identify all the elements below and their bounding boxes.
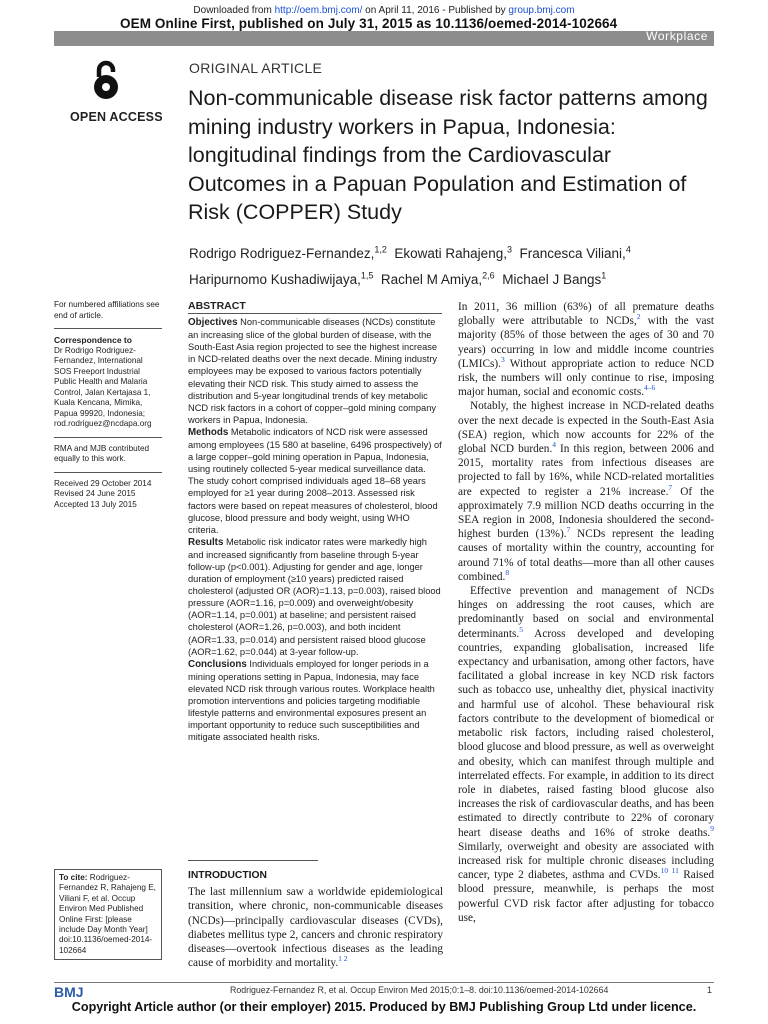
body-text bbox=[458, 300, 714, 925]
reference-link[interactable]: 2 bbox=[636, 312, 641, 322]
correspondence-body: Dr Rodrigo Rodriguez-Fernandez, International SOS Freeport Industrial Public Health and Malaria Control, Jalan Kertajasa 1, Kuala Kencana, Mimika, Papua 99920, Indonesia; rod.rodriguez@ncdapa.org bbox=[54, 345, 152, 428]
footer-divider bbox=[54, 982, 714, 983]
received-date: Received 29 October 2014 bbox=[54, 478, 152, 488]
abstract bbox=[188, 300, 442, 743]
correspondence bbox=[54, 335, 162, 430]
download-url-link[interactable]: http://oem.bmj.com/ bbox=[274, 5, 363, 16]
affiliations-note: For numbered affiliations see end of article. bbox=[54, 300, 160, 320]
reference-link[interactable]: 7 bbox=[566, 525, 571, 535]
abstract-results: Results Metabolic risk indicator rates were markedly high and increased significantly from baseline through 5-year follow-up (p<0.001). Adjusting for gender and age, longer duration of employment (≥10 years) predicted raised cholesterol (adjusted OR (AOR)=1.13, p=0.003), raised blood pressure (AOR=1.16, p=0.009) and overweight/obesity (AOR=1.14, p=0.001) at baseline; and persistent raised cholesterol (AOR=1.26, p=0.003), and both incident (AOR=1.33, p=0.014) and persistent raised blood glucose (AOR=1.62, p=0.044) at 3-year follow-up. bbox=[188, 536, 441, 657]
introduction bbox=[188, 868, 443, 970]
author: Rodrigo Rodriguez-Fernandez,$^{1,2}$ bbox=[189, 244, 387, 261]
author: Rachel M Amiya,$^{2,6}$ bbox=[380, 270, 495, 287]
author-list bbox=[189, 238, 709, 291]
article-title: Non-communicable disease risk factor patterns among mining industry workers in Papua, Indonesia: longitudinal findings from the Cardiovascular Outcomes in a Papuan Population and Estimation of Risk (COPPER) Study bbox=[188, 86, 708, 224]
citation-box bbox=[54, 869, 162, 960]
introduction-heading: INTRODUCTION bbox=[188, 870, 267, 881]
body-paragraph: Notably, the highest increase in NCD-related deaths over the next decade is expected in the South-East Asia (SEA) region, which now accounts for 22% of the global NCD burden.$^4$ In this region, between 2006 and 2015, mortality rates from infectious diseases are projected to fall by 16%, while NCD-related mortalities are expected to register a 21% increase.$^7$ Of the approximately 7.9 million NCD deaths occurring in the SEA region in 2008, Indonesia shouldered the second-highest burden (13%).$^7$ NCDs represent the leading causes of mortality within the country, accounting for around 71% of total deaths—more than all other causes combined.$^8$ bbox=[458, 400, 715, 583]
author: Michael J Bangs$^1$ bbox=[502, 270, 607, 287]
abstract-conclusions: Conclusions Individuals employed for longer periods in a mining operations setting in Papua, Indonesia, may face elevated NCD risk through various routes. Workplace health promotion interventions and policies targeting modifiable lifestyle patterns and environmental exposures present an important opportunity to reduce such susceptibilities and mitigate associated health risks. bbox=[188, 658, 435, 743]
sidebar bbox=[54, 300, 162, 510]
download-prefix: Downloaded from bbox=[193, 5, 272, 16]
reference-link[interactable]: 7 bbox=[668, 482, 673, 492]
open-access-label: OPEN ACCESS bbox=[70, 110, 163, 124]
online-first-banner: OEM Online First, published on July 31, 2015 as 10.1136/oemed-2014-102664 bbox=[120, 16, 618, 31]
reference-link[interactable]: 9 bbox=[710, 823, 714, 833]
author: Francesca Viliani,$^4$ bbox=[519, 244, 631, 261]
correspondence-heading: Correspondence to bbox=[54, 335, 132, 345]
author: Ekowati Rahajeng,$^3$ bbox=[394, 244, 512, 261]
author: Haripurnomo Kushadiwijaya,$^{1,5}$ bbox=[189, 270, 374, 287]
reference-link[interactable]: 1 2 bbox=[338, 954, 348, 964]
copyright-notice: Copyright Article author (or their employer) 2015. Produced by BMJ Publishing Group Ltd under licence. bbox=[71, 1000, 697, 1014]
reference-link[interactable]: 5 bbox=[519, 624, 523, 634]
download-middle: on April 11, 2016 - Published by bbox=[365, 5, 506, 16]
header-bar bbox=[54, 31, 714, 46]
reference-link[interactable]: 10 11 bbox=[660, 866, 679, 876]
body-paragraph: In 2011, 36 million (63%) of all premature deaths globally were attributable to NCDs,$^2$ with the vast majority (85% of those between the ages of 30 and 70 years) occurring in low and middle income countries (LMICs).$^3$ Without appropriate action to reduce NCD risk, the numbers will only continue to rise, imposing major human, social and economic costs.$^{4-6}$ bbox=[458, 301, 714, 399]
contribution-note: RMA and MJB contributed equally to this work. bbox=[54, 443, 150, 463]
accepted-date: Accepted 13 July 2015 bbox=[54, 499, 137, 509]
bmj-logo: BMJ bbox=[54, 984, 84, 1000]
reference-link[interactable]: 4–6 bbox=[644, 383, 656, 393]
download-notice bbox=[0, 5, 768, 16]
revised-date: Revised 24 June 2015 bbox=[54, 489, 136, 498]
reference-link[interactable]: 8 bbox=[505, 568, 510, 578]
reference-link[interactable]: 4 bbox=[552, 440, 557, 450]
abstract-methods: Methods Metabolic indicators of NCD risk were assessed among employees (15 580 at baseline, 6496 prospectively) of a large copper–gold mining operation in Papua, Indonesia, using routinely collected 5-year medical surveillance data. The study cohort comprised individuals aged 18–68 years employed for ≥1 year during 2008–2013. Assessed risk factors were based on repeat measures of cholesterol, blood glucose, blood pressure and body weight, using WHO criteria. bbox=[188, 426, 442, 535]
open-lock-icon bbox=[92, 60, 120, 100]
cite-heading: To cite: bbox=[59, 873, 88, 882]
section-label: Workplace bbox=[646, 29, 708, 43]
abstract-objectives: Objectives Non-communicable diseases (NCDs) constitute an increasing slice of the global burden of disease, with the South-East Asia region projected to see the highest increase in NCD-related deaths over the next decade. Mining industry employees may be exposed to various factors potentially elevating their NCD risk. This study aimed to assess the distribution and 5-year longitudinal trends of key metabolic NCD risk factors in a cohort of copper–gold mining company workers in Papua, Indonesia. bbox=[188, 317, 438, 425]
body-paragraph: Effective prevention and management of NCDs hinges on addressing the root causes, which are predominantly based on social and environmental determinants.$^5$ Across developed and developing countries, expanding globalisation, increased life expectancy and urbanisation, among other factors, have facilitated a global increase in key NCD risk factors such as tobacco use, unhealthy diet, physical inactivity and harmful use of alcohol. These behavioural risk factors contribute to the development of biomedical or metabolic risk factors, including raised cholesterol, blood glucose and blood pressure, as well as overweight and obesity, which can manifest through multiple and interrelated effects. For example, in addition to its direct role in diabetes, raised fasting blood glucose also increases the risk of cardiovascular deaths, and has been estimated to directly contribute to 22% of coronary heart disease deaths and 16% of stroke deaths.$^9$ Similarly, overweight and obesity are associated with increased risk for multiple chronic diseases including cancer, type 2 diabetes, asthma and CVDs.$^{10 11}$ Raised blood pressure, meanwhile, is perhaps the most powerful CVD risk factor after adjusting for tobacco use, bbox=[458, 585, 714, 924]
introduction-paragraph: The last millennium saw a worldwide epidemiological transition, where chronic, non-communicable diseases (NCDs)—principally cardiovascular diseases (CVDs), diabetes mellitus type 2, cancers and chronic respiratory diseases—overtook infectious diseases as the leading cause of morbidity and mortality.$^{1 2}$ bbox=[188, 886, 443, 970]
footer-citation: Rodriguez-Fernandez R, et al. Occup Environ Med 2015;0:1–8. doi:10.1136/oemed-2014-102664 bbox=[230, 985, 609, 995]
page-number: 1 bbox=[706, 985, 712, 995]
cite-text: Rodriguez-Fernandez R, Rahajeng E, Viliani F, et al. Occup Environ Med Published Online First: [please include Day Month Year] doi:10.1136/oemed-2014-102664 bbox=[59, 873, 156, 955]
abstract-heading: ABSTRACT bbox=[188, 300, 246, 312]
reference-link[interactable]: 3 bbox=[501, 355, 505, 365]
group-bmj-link[interactable]: group.bmj.com bbox=[508, 5, 575, 16]
article-type: ORIGINAL ARTICLE bbox=[189, 60, 323, 76]
